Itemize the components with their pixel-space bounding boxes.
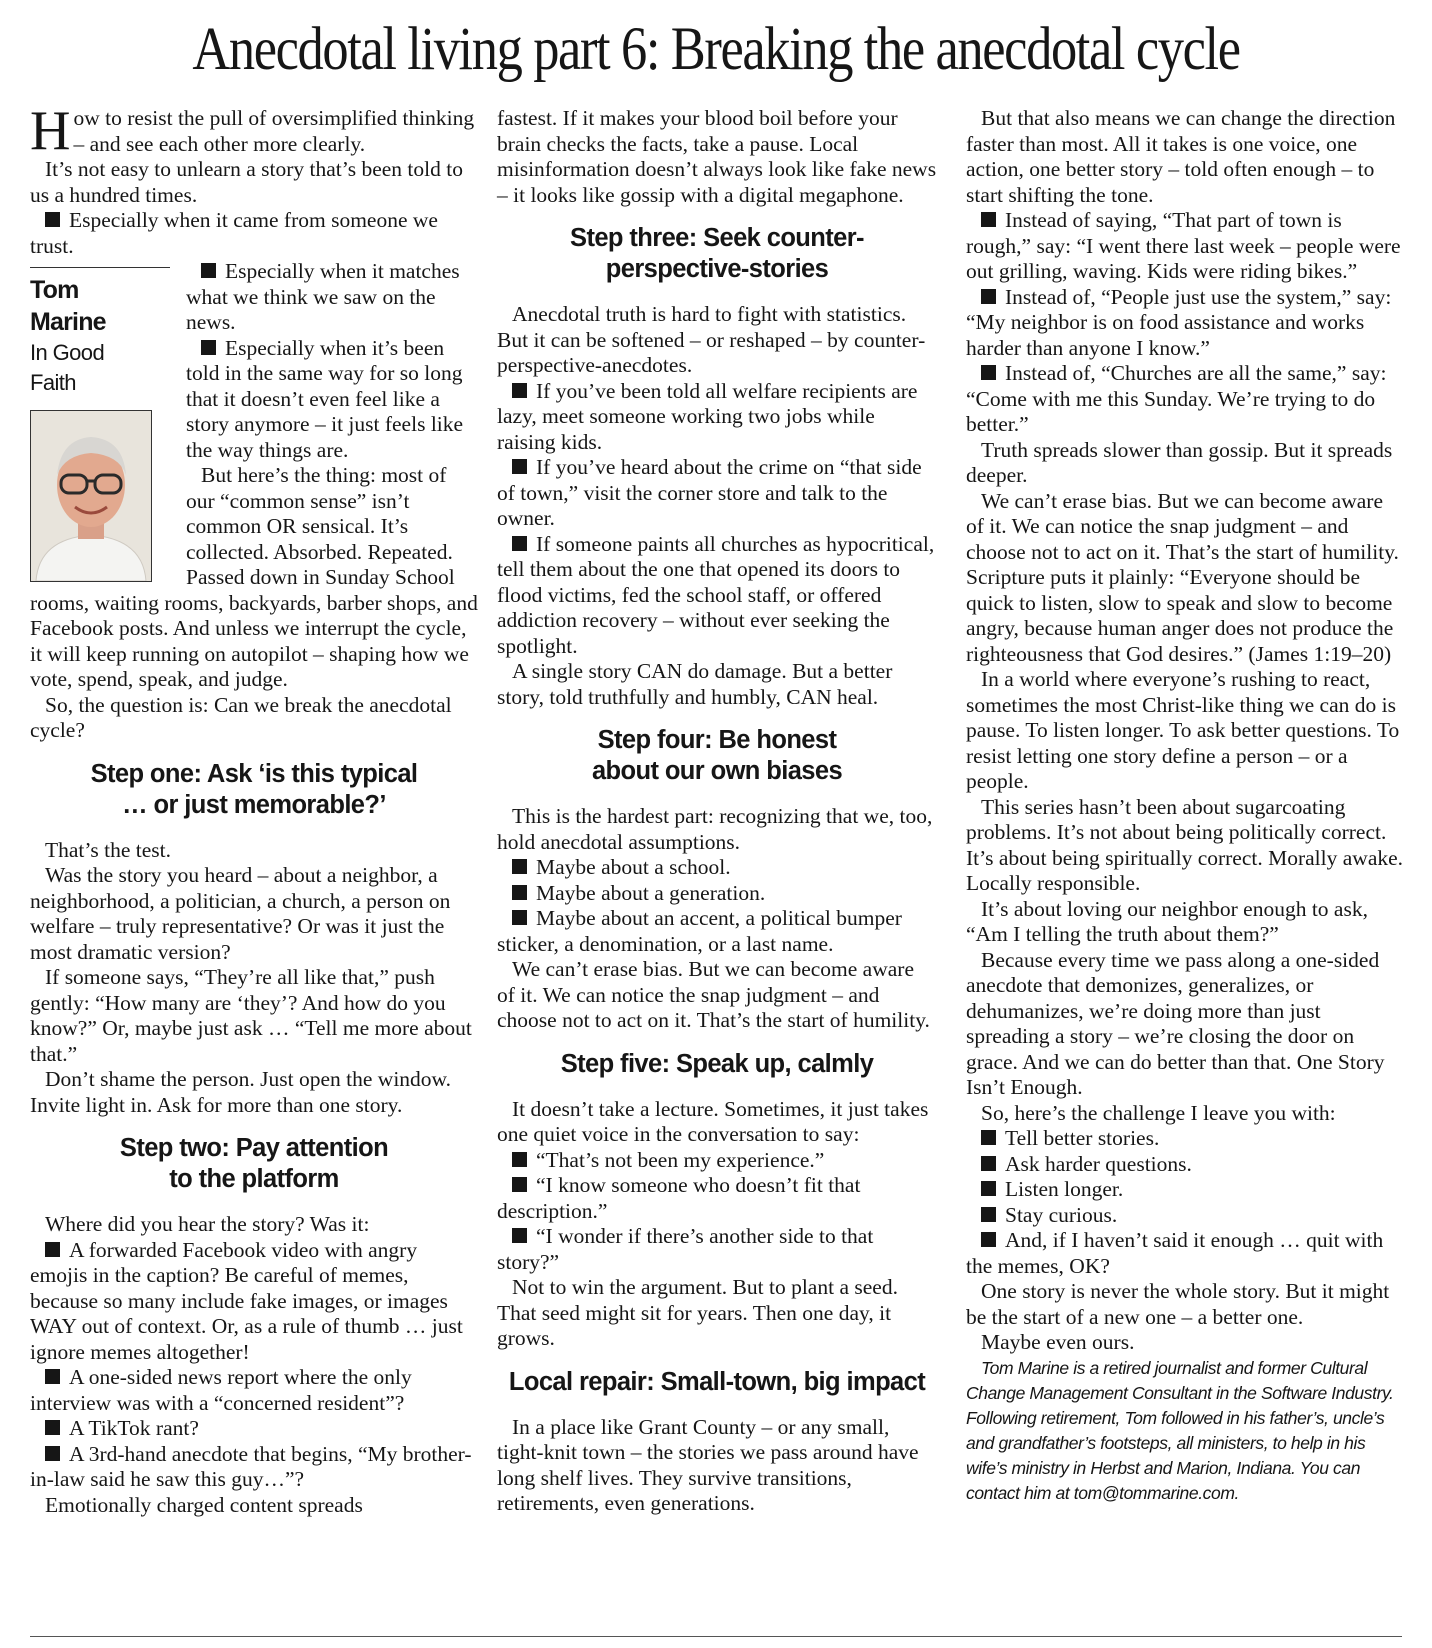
bullet-item: Maybe about a generation. (497, 881, 937, 907)
paragraph: Emotionally charged content spreads (45, 1492, 363, 1517)
square-bullet-icon (981, 365, 996, 380)
subhead-step-one: Step one: Ask ‘is this typical … or just memorable?’ (90, 759, 418, 819)
bullet-item: A 3rd-hand anecdote that begins, “My brother-in-law said he saw this guy…”? (30, 1441, 472, 1491)
square-bullet-icon (45, 1369, 60, 1384)
square-bullet-icon (512, 885, 527, 900)
bullet-item: If someone paints all churches as hypocritical, tell them about the one that opened its doors to flood victims, fed the school staff, or offered addiction recovery – without ever seeking the spotlight. (497, 531, 935, 658)
bullet-item: Tell better stories. (966, 1126, 1406, 1152)
square-bullet-icon (45, 1420, 60, 1435)
square-bullet-icon (512, 859, 527, 874)
bullet-item: Especially when it matches what we think we saw on the news. (186, 259, 460, 334)
bottom-divider (30, 1636, 1402, 1637)
paragraph: We can’t erase bias. But we can become aware of it. We can notice the snap judgment – and choose not to act on it. That’s the start of humility. Scripture puts it plainly: “Everyone should be quick to listen, slow to speak and slow to become angry, because human anger does not produce the righteousness that God desires.” (James 1:19–20) (966, 488, 1399, 666)
square-bullet-icon (512, 536, 527, 551)
drop-cap: H (30, 100, 71, 162)
bullet-item: Maybe about an accent, a political bumper sticker, a denomination, or a last name. (497, 906, 902, 956)
byline (30, 263, 170, 582)
column-2 (497, 106, 937, 1517)
paragraph: Don’t shame the person. Just open the window. Invite light in. Ask for more than one story. (30, 1067, 452, 1117)
square-bullet-icon (512, 459, 527, 474)
intro-paragraph: How to resist the pull of oversimplified thinking – and see each other more clearly. (30, 100, 475, 162)
paragraph: It’s not easy to unlearn a story that’s been told to us a hundred times. (30, 157, 463, 207)
square-bullet-icon (512, 1152, 527, 1167)
paragraph: But that also means we can change the direction faster than most. All it takes is one voice, one action, one better story – told often enough – to start shifting the tone. (966, 106, 1396, 207)
author-bio: Tom Marine is a retired journalist and former Cultural Change Management Consultant in the Software Industry. Following retirement, Tom followed in his father’s, uncle’s and grandfather’s footsteps, all ministers, to help in his wife’s ministry in Herbst and Marion, Indiana. You can contact him at tom@tommarine.com. (966, 1357, 1394, 1503)
bullet-item: “That’s not been my experience.” (497, 1148, 937, 1174)
subhead-step-five: Step five: Speak up, calmly (560, 1049, 874, 1078)
paragraph: This is the hardest part: recognizing that we, too, hold anecdotal assumptions. (497, 804, 933, 854)
bullet-item: Maybe about a school. (497, 855, 937, 881)
bullet-item: A TikTok rant? (30, 1416, 478, 1442)
bullet-item: Ask harder questions. (966, 1152, 1406, 1178)
paragraph: This series hasn’t been about sugarcoating problems. It’s not about being politically correct. It’s about being spiritually correct. Morally awake. Locally responsible. (966, 794, 1404, 895)
bullet-item: “I wonder if there’s another side to that story?” (497, 1224, 874, 1274)
square-bullet-icon (45, 212, 60, 227)
subhead-step-two: Step two: Pay attention to the platform (119, 1134, 389, 1193)
paragraph: fastest. If it makes your blood boil before your brain checks the facts, take a pause. Local misinformation doesn’t always look like fake news – it looks like gossip with a digital megaphone. (497, 106, 937, 207)
bullet-item: Stay curious. (966, 1203, 1406, 1229)
bullet-item: Listen longer. (966, 1177, 1406, 1203)
square-bullet-icon (512, 1228, 527, 1243)
paragraph: Where did you hear the story? Was it: (45, 1212, 370, 1236)
square-bullet-icon (981, 1181, 996, 1196)
paragraph: Because every time we pass along a one-sided anecdote that demonizes, generalizes, or dehumanizes, we’re doing more than just spreading a story – we’re closing the door on grace. And we can do better than that. One Story Isn’t Enough. (966, 947, 1385, 1099)
byline-divider (30, 267, 170, 268)
paragraph: It doesn’t take a lecture. Sometimes, it just takes one quiet voice in the conversation to say: (497, 1096, 929, 1146)
column-3 (966, 106, 1406, 1506)
bullet-item: Instead of, “Churches are all the same,” say: “Come with me this Sunday. We’re trying to do better.” (966, 361, 1387, 436)
subhead-step-three: Step three: Seek counter- perspective-stories (570, 224, 864, 283)
square-bullet-icon (981, 212, 996, 227)
bullet-item: A one-sided news report where the only interview was with a “concerned resident”? (30, 1365, 412, 1415)
paragraph: One story is never the whole story. But it might be the start of a new one – a better one. (966, 1279, 1390, 1329)
square-bullet-icon (981, 1232, 996, 1247)
square-bullet-icon (981, 289, 996, 304)
square-bullet-icon (512, 1177, 527, 1192)
bullet-item: “I know someone who doesn’t fit that description.” (497, 1173, 861, 1223)
author-photo (30, 410, 152, 582)
paragraph: Anecdotal truth is hard to fight with statistics. But it can be softened – or reshaped – by counter-perspective-anecdotes. (497, 302, 926, 377)
paragraph: In a place like Grant County – or any small, tight-knit town – the stories we pass around have long shelf lives. They survive transitions, retirements, even generations. (497, 1414, 919, 1515)
square-bullet-icon (201, 263, 216, 278)
square-bullet-icon (981, 1130, 996, 1145)
column-1 (30, 100, 478, 1518)
paragraph: So, here’s the challenge I leave you with: (981, 1100, 1336, 1125)
paragraph: It’s about loving our neighbor enough to ask, “Am I telling the truth about them?” (966, 896, 1368, 946)
bullet-item: If you’ve heard about the crime on “that side of town,” visit the corner store and talk to the owner. (497, 455, 922, 530)
subhead-step-four: Step four: Be honest about our own biases (591, 726, 843, 785)
paragraph: Maybe even ours. (981, 1330, 1135, 1354)
paragraph: Was the story you heard – about a neighbor, a neighborhood, a politician, a church, a person on welfare – truly representative? Or was it just the most dramatic version? (30, 863, 451, 964)
square-bullet-icon (45, 1242, 60, 1257)
square-bullet-icon (981, 1156, 996, 1171)
square-bullet-icon (512, 383, 527, 398)
bullet-item: And, if I haven’t said it enough … quit with the memes, OK? (966, 1228, 1384, 1278)
square-bullet-icon (45, 1446, 60, 1461)
square-bullet-icon (201, 340, 216, 355)
subhead-local-repair: Local repair: Small-town, big impact (508, 1367, 926, 1396)
paragraph: A single story CAN do damage. But a better story, told truthfully and humbly, CAN heal. (497, 659, 893, 709)
bullet-item: Instead of, “People just use the system,” say: “My neighbor is on food assistance and works harder than anyone I know.” (966, 284, 1392, 360)
author-first-name: Tom (30, 276, 79, 304)
bullet-item: If you’ve been told all welfare recipients are lazy, meet someone working two jobs while raising kids. (497, 378, 918, 454)
paragraph: Truth spreads slower than gossip. But it spreads deeper. (966, 437, 1393, 487)
bullet-item: Instead of saying, “That part of town is rough,” say: “I went there last week – people were out grilling, waving. Kids were riding bikes.” (966, 208, 1401, 283)
bullet-item: Especially when it’s been told in the same way for so long that it doesn’t even feel like a story anymore – it just feels like the way things are. (186, 335, 464, 462)
paragraph: Not to win the argument. But to plant a seed. That seed might sit for years. Then one day, it grows. (497, 1275, 898, 1350)
bullet-item: A forwarded Facebook video with angry emojis in the caption? Be careful of memes, because so many include fake images, or images WAY out of context. Or, as a rule of thumb … just ignore memes altogether! (30, 1237, 463, 1364)
paragraph: So, the question is: Can we break the anecdotal cycle? (30, 692, 452, 742)
square-bullet-icon (981, 1207, 996, 1222)
paragraph: We can’t erase bias. But we can become aware of it. We can notice the snap judgment – and choose not to act on it. That’s the start of humility. (497, 957, 930, 1032)
headline: Anecdotal living part 6: Breaking the anecdotal cycle (192, 16, 1240, 83)
author-last-name: Marine (30, 308, 106, 336)
author-portrait-icon (31, 411, 151, 581)
bullet-item: Especially when it came from someone we trust. (30, 208, 438, 258)
column-name-line2: Faith (30, 370, 76, 395)
paragraph: But here’s the thing: most of our “common sense” isn’t common OR sensical. It’s collected. Absorbed. Repeated. Passed down in Sunday School rooms, waiting rooms, backyards, barber shops, and Facebook posts. And unless we interrupt the cycle, it will keep running on autopilot – shaping how we vote, spend, speak, and judge. (30, 463, 478, 691)
column-name-line1: In Good (30, 340, 105, 365)
paragraph: That’s the test. (45, 837, 171, 862)
paragraph: If someone says, “They’re all like that,” push gently: “How many are ‘they’? And how do you know?” Or, maybe just ask … “Tell me more about that.” (30, 965, 472, 1066)
paragraph: In a world where everyone’s rushing to react, sometimes the most Christ-like thing we can do is pause. To listen longer. To ask better questions. To resist letting one story define a person – or a people. (966, 667, 1400, 793)
square-bullet-icon (512, 910, 527, 925)
